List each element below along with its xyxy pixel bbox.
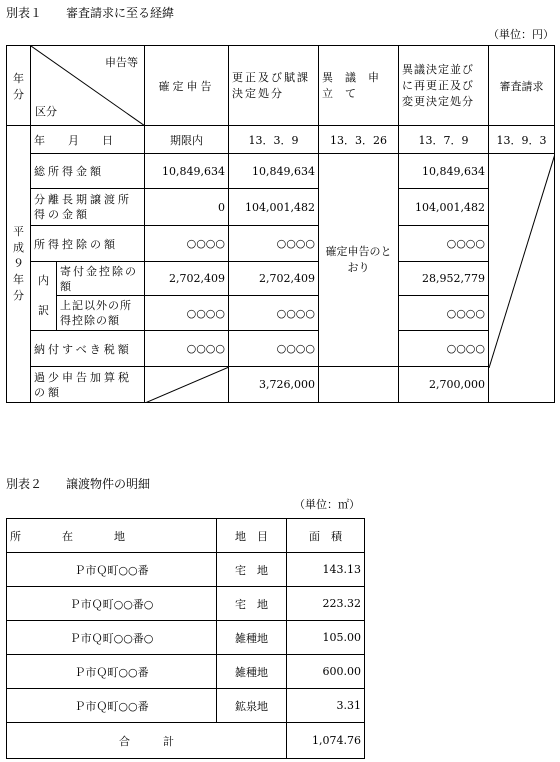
sogo-kosei: 10,849,634 — [229, 154, 319, 189]
row-location: Ｐ市Ｑ町○○番○ — [7, 587, 217, 621]
table-row — [7, 689, 365, 723]
header-year-col — [7, 46, 31, 126]
header-kakutei: 確定申告 — [145, 46, 229, 126]
row-location: Ｐ市Ｑ町○○番○ — [7, 621, 217, 655]
nofu-igi-kettei: ○○○○ — [399, 331, 489, 367]
table2-unit: （単位：㎡） — [294, 498, 360, 511]
year-label: 平成９年分 — [7, 126, 31, 403]
table-row — [7, 553, 365, 587]
row-land-type: 雑種地 — [217, 621, 287, 655]
row-land-type: 雑種地 — [217, 655, 287, 689]
header-kosei: 更正及び賦課決定処分 — [229, 46, 319, 126]
moushitate-note: 確定申告のとおり — [319, 154, 399, 367]
kifu-igi-kettei: 28,952,779 — [399, 262, 489, 296]
row-kasho-label: 過少申告加算税の額 — [31, 367, 145, 403]
header-bun: 分 — [13, 87, 24, 101]
header-kubun: 区分 — [35, 105, 57, 118]
sogo-kakutei: 10,849,634 — [145, 154, 229, 189]
date-kosei: 13．3．9 — [229, 126, 319, 154]
row-land-type: 鉱泉地 — [217, 689, 287, 723]
table2 — [6, 518, 365, 759]
total-label: 合 計 — [7, 723, 287, 759]
row-location: Ｐ市Ｑ町○○番 — [7, 655, 217, 689]
row-area: 223.32 — [287, 587, 365, 621]
total-value: 1,074.76 — [287, 723, 365, 759]
table1-unit: （単位：円） — [488, 28, 554, 41]
table1 — [6, 45, 555, 403]
row-date-label: 年 月 日 — [31, 126, 145, 154]
row-area: 3.31 — [287, 689, 365, 723]
nofu-kosei: ○○○○ — [229, 331, 319, 367]
header-menseki: 面 積 — [287, 519, 365, 553]
kojo-igi-kettei: ○○○○ — [399, 226, 489, 262]
uchiwake-label: 内訳 — [31, 262, 57, 331]
header-nen: 年 — [13, 71, 24, 85]
date-igi-moushitate: 13．3．26 — [319, 126, 399, 154]
date-kakutei: 期限内 — [145, 126, 229, 154]
header-shozaichi: 所 在 地 — [7, 519, 217, 553]
header-shinsa: 審査請求 — [489, 46, 555, 126]
kasho-igi-kettei: 2,700,000 — [399, 367, 489, 403]
header-diagonal-cell — [31, 46, 145, 126]
row-sogo-label: 総所得金額 — [31, 154, 145, 189]
header-igi-moushitate: 異議申立て — [319, 46, 399, 126]
other-kakutei: ○○○○ — [145, 296, 229, 331]
table1-title: 別表１ 審査請求に至る経緯 — [6, 6, 175, 20]
nofu-kakutei: ○○○○ — [145, 331, 229, 367]
row-location: Ｐ市Ｑ町○○番 — [7, 553, 217, 587]
header-igi-kettei: 異議決定並びに再更正及び変更決定処分 — [399, 46, 489, 126]
diagonal-line — [145, 367, 229, 403]
table-row — [7, 621, 365, 655]
kasho-igi-moushitate — [319, 367, 399, 403]
sogo-igi-kettei: 10,849,634 — [399, 154, 489, 189]
kojo-kosei: ○○○○ — [229, 226, 319, 262]
row-bunri-label: 分離長期譲渡所得の金額 — [31, 189, 145, 226]
row-area: 105.00 — [287, 621, 365, 655]
header-shinkokuto: 申告等 — [105, 56, 138, 69]
bunri-kosei: 104,001,482 — [229, 189, 319, 226]
row-land-type: 宅 地 — [217, 587, 287, 621]
other-igi-kettei: ○○○○ — [399, 296, 489, 331]
row-kojo-label: 所得控除の額 — [31, 226, 145, 262]
table-row — [7, 587, 365, 621]
date-shinsa: 13．9．3 — [489, 126, 555, 154]
kasho-kosei: 3,726,000 — [229, 367, 319, 403]
kifu-kosei: 2,702,409 — [229, 262, 319, 296]
row-area: 143.13 — [287, 553, 365, 587]
table-row — [7, 655, 365, 689]
header-chimoku: 地 目 — [217, 519, 287, 553]
date-igi-kettei: 13．7．9 — [399, 126, 489, 154]
table2-title: 別表２ 譲渡物件の明細 — [6, 477, 151, 491]
row-location: Ｐ市Ｑ町○○番 — [7, 689, 217, 723]
bunri-igi-kettei: 104,001,482 — [399, 189, 489, 226]
bunri-kakutei: 0 — [145, 189, 229, 226]
kifu-kakutei: 2,702,409 — [145, 262, 229, 296]
shinsa-diagonal-cell — [489, 154, 555, 403]
diagonal-line — [489, 154, 555, 368]
row-land-type: 宅 地 — [217, 553, 287, 587]
row-other-label: 上記以外の所得控除の額 — [57, 296, 145, 331]
row-nofu-label: 納付すべき税額 — [31, 331, 145, 367]
other-kosei: ○○○○ — [229, 296, 319, 331]
row-area: 600.00 — [287, 655, 365, 689]
kojo-kakutei: ○○○○ — [145, 226, 229, 262]
row-kifu-label: 寄付金控除の額 — [57, 262, 145, 296]
kasho-kakutei-diagonal — [145, 367, 229, 403]
